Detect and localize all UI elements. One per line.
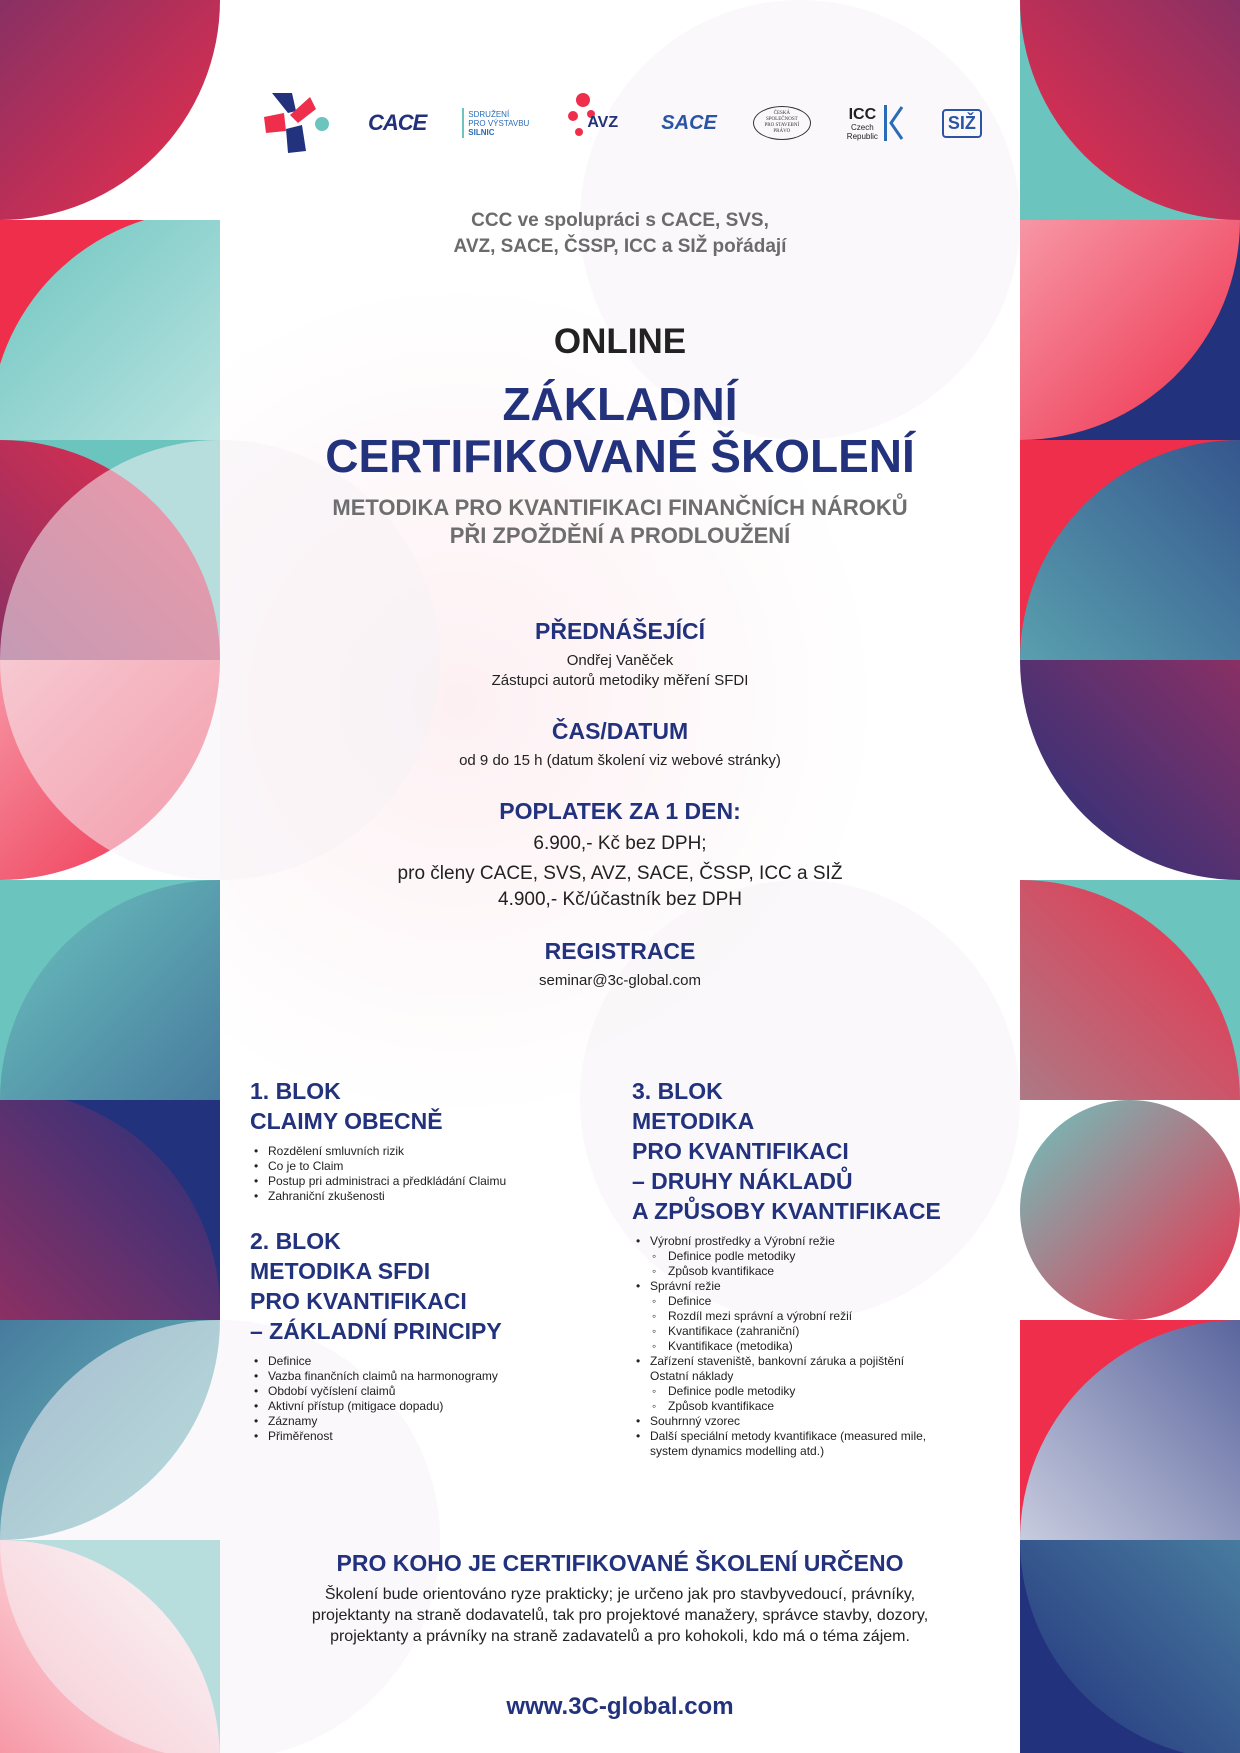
audience-line: projektanty a právníky na straně zadavatelů a pro kohokoli, kdo má o téma zájem.	[330, 1628, 910, 1645]
block-3-list	[632, 1234, 1002, 1459]
block-title-line: A ZPŮSOBY KVANTIFIKACE	[632, 1198, 941, 1224]
block-title-line: CLAIMY OBECNĚ	[250, 1108, 443, 1134]
list-item: • Záznamy	[250, 1414, 590, 1429]
block-title-line: 3. BLOK	[632, 1078, 723, 1104]
organizers-text	[220, 208, 1020, 260]
lecturer-heading: PŘEDNÁŠEJÍCÍ	[535, 618, 705, 644]
list-item: • Období vyčíslení claimů	[250, 1384, 590, 1399]
list-item: ◦ Kvantifikace (zahraniční)	[632, 1324, 1002, 1339]
audience-heading: PRO KOHO JE CERTIFIKOVANÉ ŠKOLENÍ URČENO	[336, 1550, 904, 1576]
list-item: ◦ Rozdíl mezi správní a výrobní režií	[632, 1309, 1002, 1324]
list-item: ◦ Definice podle metodiky	[632, 1384, 1002, 1399]
list-item: ◦ Kvantifikace (metodika)	[632, 1339, 1002, 1354]
fee-section	[220, 798, 1020, 913]
fee-line: pro členy CACE, SVS, AVZ, SACE, ČSSP, ICC a SIŽ	[397, 863, 843, 884]
list-item: • Vazba finančních claimů na harmonogramy	[250, 1369, 590, 1384]
fee-line: 6.900,- Kč bez DPH;	[533, 833, 707, 854]
time-heading: ČAS/DATUM	[551, 718, 689, 744]
audience-line: projektanty na straně dodavatelů, tak pro projektové manažery, správce stavby, dozory,	[311, 1607, 929, 1624]
block-1-list	[250, 1144, 590, 1204]
avz-logo: AVZ	[565, 88, 625, 158]
siz-logo: SIŽ	[942, 88, 982, 158]
list-item: system dynamics modelling atd.)	[650, 1444, 825, 1458]
block-title-line: 2. BLOK	[250, 1228, 341, 1254]
lecturer-section	[220, 618, 1020, 691]
block-3	[632, 1076, 1002, 1459]
list-item: • Definice	[250, 1354, 590, 1369]
lecturer-name: Ondřej Vaněček	[566, 652, 674, 669]
svs-logo: SDRUŽENÍ PRO VÝSTAVBU SILNIC	[462, 108, 529, 138]
list-item: • Zařízení staveniště, bankovní záruka a pojištění	[632, 1354, 1002, 1369]
partner-logos	[262, 88, 982, 158]
list-item: ◦ Definice	[632, 1294, 1002, 1309]
list-item: • Výrobní prostředky a Výrobní režie	[632, 1234, 1002, 1249]
block-title-line: – ZÁKLADNÍ PRINCIPY	[250, 1318, 502, 1344]
block-title-line: METODIKA	[632, 1108, 755, 1134]
list-item: ◦ Definice podle metodiky	[632, 1249, 1002, 1264]
sace-logo: SACE	[661, 111, 717, 134]
cace-logo: CACE	[367, 110, 427, 135]
lecturer-role: Zástupci autorů metodiky měření SFDI	[491, 672, 749, 689]
audience-text	[220, 1584, 1020, 1647]
page-title	[220, 378, 1020, 482]
list-item: • Postup pri administraci a předkládání Claimu	[250, 1174, 590, 1189]
block-2	[250, 1226, 590, 1444]
block-2-list	[250, 1354, 590, 1444]
list-item: • Zahraniční zkušenosti	[250, 1189, 590, 1204]
title-line: CERTIFIKOVANÉ ŠKOLENÍ	[325, 430, 915, 482]
block-title-line: PRO KVANTIFIKACI	[632, 1138, 849, 1164]
time-section	[220, 718, 1020, 771]
fee-line: 4.900,- Kč/účastník bez DPH	[498, 889, 742, 910]
list-item: ◦ Způsob kvantifikace	[632, 1264, 1002, 1279]
cssp-logo: ČESKÁ SPOLEČNOST PRO STAVEBNÍ PRÁVO	[753, 88, 811, 158]
block-title-line: 1. BLOK	[250, 1078, 341, 1104]
list-item: • Přiměřenost	[250, 1429, 590, 1444]
organizers-line: AVZ, SACE, ČSSP, ICC a SIŽ pořádají	[453, 236, 787, 257]
page-subtitle	[220, 494, 1020, 550]
list-item: • Rozdělení smluvních rizik	[250, 1144, 590, 1159]
block-title-line: PRO KVANTIFIKACI	[250, 1288, 467, 1314]
registration-email[interactable]: seminar@3c-global.com	[539, 972, 701, 989]
block-title-line: METODIKA SFDI	[250, 1258, 431, 1284]
website-link[interactable]: www.3C-global.com	[506, 1693, 734, 1720]
block-1-title	[250, 1076, 590, 1136]
subtitle-line: METODIKA PRO KVANTIFIKACI FINANČNÍCH NÁROKŮ	[332, 495, 908, 520]
right-decoration	[1020, 0, 1240, 1753]
time-text: od 9 do 15 h (datum školení viz webové stránky)	[459, 752, 781, 769]
list-item: • Souhrnný vzorec	[632, 1414, 1002, 1429]
block-title-line: – DRUHY NÁKLADŮ	[632, 1168, 853, 1194]
list-item: Ostatní náklady	[650, 1369, 734, 1383]
subtitle-line: PŘI ZPOŽDĚNÍ A PRODLOUŽENÍ	[449, 523, 791, 548]
block-2-title	[250, 1226, 590, 1346]
ccc-logo	[262, 88, 332, 158]
registration-heading: REGISTRACE	[544, 938, 696, 964]
title-line: ZÁKLADNÍ	[502, 378, 738, 430]
list-item: • Správní režie	[632, 1279, 1002, 1294]
list-item: ◦ Způsob kvantifikace	[632, 1399, 1002, 1414]
fee-heading: POPLATEK ZA 1 DEN:	[499, 798, 741, 824]
audience-line: Školení bude orientováno ryze prakticky; je určeno jak pro stavbyvedoucí, právníky,	[324, 1586, 916, 1603]
icc-logo: ICC Czech Republic	[847, 88, 906, 158]
block-1	[250, 1076, 590, 1204]
list-item: • Co je to Claim	[250, 1159, 590, 1174]
registration-section	[220, 938, 1020, 991]
list-item: • Další speciální metody kvantifikace (measured mile,	[632, 1429, 1002, 1444]
list-item: • Aktivní přístup (mitigace dopadu)	[250, 1399, 590, 1414]
online-label: ONLINE	[553, 322, 687, 361]
block-3-title	[632, 1076, 1002, 1226]
organizers-line: CCC ve spolupráci s CACE, SVS,	[471, 210, 769, 231]
